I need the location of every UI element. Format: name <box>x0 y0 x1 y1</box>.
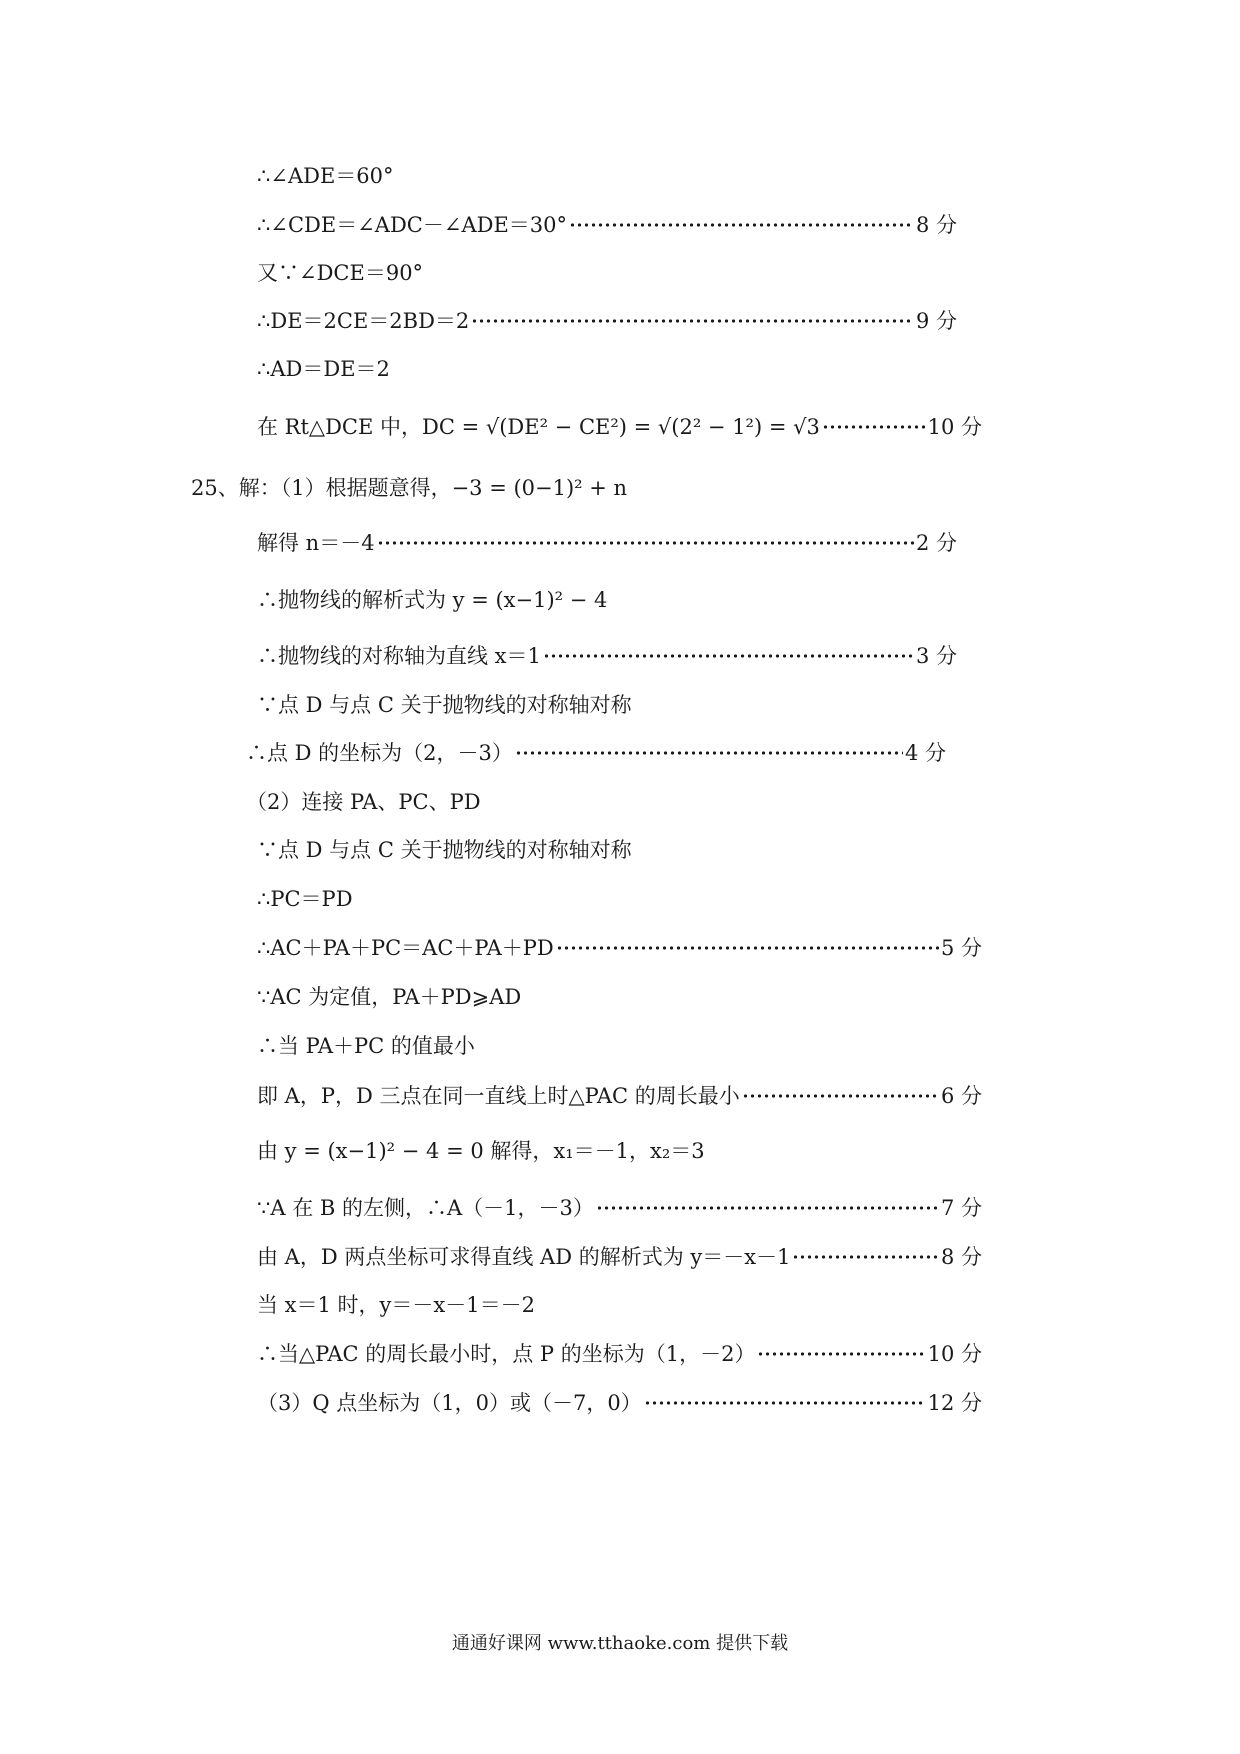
line-text: 即 A，P，D 三点在同一直线上时△PAC 的周长最小 <box>257 1084 740 1108</box>
line-text: 由 A，D 两点坐标可求得直线 AD 的解析式为 y＝－x－1 <box>257 1245 791 1269</box>
leader-dots <box>377 527 914 559</box>
line-text: ∴PC＝PD <box>257 887 353 911</box>
leader-dots <box>742 1080 939 1112</box>
solution-line-24 <box>257 1338 982 1370</box>
leader-dots <box>515 737 903 769</box>
line-text: ∴抛物线的解析式为 y = (x−1)² − 4 <box>257 588 608 612</box>
solution-line-16 <box>257 932 982 964</box>
line-text: 当 x＝1 时，y＝－x－1＝－2 <box>257 1293 535 1317</box>
solution-line-9 <box>257 584 607 616</box>
score-label: 12 分 <box>927 1391 982 1415</box>
solution-line-14 <box>257 834 632 866</box>
score-label: 9 分 <box>915 309 957 333</box>
leader-dots <box>792 1241 939 1273</box>
solution-line-22 <box>257 1241 982 1273</box>
line-text: 25、解：（1）根据题意得，−3 = (0−1)² + n <box>191 476 628 500</box>
line-text: 又∵∠DCE＝90° <box>257 261 424 285</box>
line-text: （3）Q 点坐标为（1，0）或（－7，0） <box>257 1391 642 1415</box>
leader-dots <box>471 305 914 337</box>
solution-line-18 <box>257 1030 475 1062</box>
solution-line-1 <box>257 160 394 192</box>
score-label: 8 分 <box>915 213 957 237</box>
solution-line-2 <box>257 209 957 241</box>
line-text: ∵AC 为定值，PA＋PD⩾AD <box>257 985 522 1009</box>
leader-dots <box>556 932 939 964</box>
line-text: 由 y = (x−1)² − 4 = 0 解得，x₁＝－1，x₂＝3 <box>257 1139 705 1163</box>
solution-line-3 <box>257 257 423 289</box>
solution-line-5 <box>257 353 390 385</box>
line-text: ∴∠ADE＝60° <box>257 164 394 188</box>
line-text: ∵点 D 与点 C 关于抛物线的对称轴对称 <box>257 838 632 862</box>
score-label: 5 分 <box>940 936 982 960</box>
solution-line-19 <box>257 1080 982 1112</box>
part-2-heading <box>246 786 481 818</box>
line-text: ∴AC＋PA＋PC＝AC＋PA＋PD <box>257 936 554 960</box>
problem-25-heading <box>191 472 627 504</box>
score-label: 10 分 <box>927 415 982 439</box>
leader-dots <box>543 640 914 672</box>
line-text: ∵A 在 B 的左侧，∴A（－1，－3） <box>257 1196 594 1220</box>
line-text: （2）连接 PA、PC、PD <box>246 790 481 814</box>
solution-line-4 <box>257 305 957 337</box>
solution-line-23 <box>257 1289 535 1321</box>
line-text: 在 Rt△DCE 中，DC = √(DE² − CE²) = √(2² − 1²) = √3 <box>257 415 820 439</box>
score-label: 3 分 <box>915 644 957 668</box>
page-footer: 通通好课网 www.tthaoke.com 提供下载 <box>451 1633 789 1654</box>
solution-line-10 <box>257 640 957 672</box>
leader-dots <box>596 1192 939 1224</box>
line-text: ∴抛物线的对称轴为直线 x＝1 <box>257 644 541 668</box>
leader-dots <box>644 1387 926 1419</box>
score-label: 2 分 <box>915 531 957 555</box>
line-text: ∴当△PAC 的周长最小时，点 P 的坐标为（1，－2） <box>257 1342 756 1366</box>
line-text: ∵点 D 与点 C 关于抛物线的对称轴对称 <box>257 693 632 717</box>
leader-dots <box>822 411 926 443</box>
line-text: ∴AD＝DE＝2 <box>257 357 390 381</box>
solution-line-17 <box>257 981 521 1013</box>
line-text: 解得 n＝－4 <box>257 531 375 555</box>
line-text: ∴点 D 的坐标为（2，－3） <box>246 741 513 765</box>
solution-line-21 <box>257 1192 982 1224</box>
line-text: ∴当 PA＋PC 的值最小 <box>257 1034 475 1058</box>
score-label: 7 分 <box>940 1196 982 1220</box>
score-label: 10 分 <box>927 1342 982 1366</box>
solution-line-11 <box>257 689 632 721</box>
solution-line-20 <box>257 1135 705 1167</box>
score-label: 4 分 <box>904 741 946 765</box>
solution-line-8 <box>257 527 957 559</box>
score-label: 6 分 <box>940 1084 982 1108</box>
line-text: ∴DE＝2CE＝2BD＝2 <box>257 309 470 333</box>
part-3-line <box>257 1387 982 1419</box>
solution-line-12 <box>246 737 946 769</box>
line-text: ∴∠CDE＝∠ADC－∠ADE＝30° <box>257 213 568 237</box>
leader-dots <box>757 1338 925 1370</box>
leader-dots <box>569 209 914 241</box>
solution-line-6 <box>257 411 982 443</box>
score-label: 8 分 <box>940 1245 982 1269</box>
solution-line-15 <box>257 883 353 915</box>
